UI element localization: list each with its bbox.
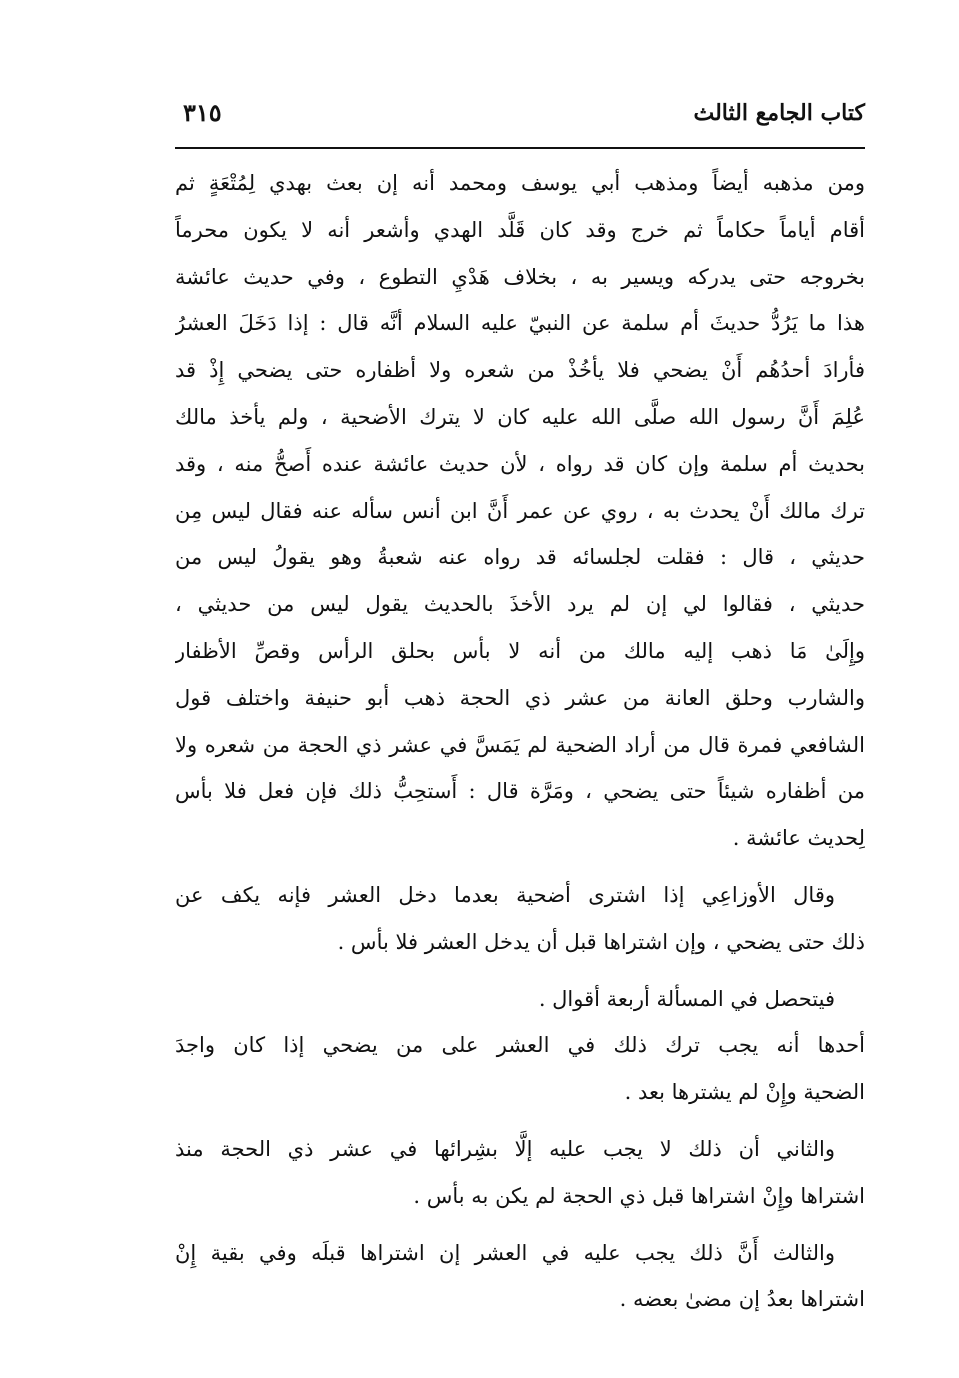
text-line: اشتراها وإِنْ اشتراها قبل ذي الحجة لم يكن به بأس . bbox=[413, 1183, 865, 1208]
text-line: بحديث أم سلمة وإن كان قد رواه ، لأن حديث عائشة عنده أَصحُّ منه ، وقد bbox=[175, 451, 865, 476]
running-header bbox=[175, 96, 865, 140]
text-line: لِحديث عائشة . bbox=[732, 826, 865, 851]
text-line: الشافعي فمرة قال من أراد الضحية لم يَمَسَّ في عشر ذي الحجة من شعره ولا bbox=[175, 732, 865, 757]
text-line: والشارب وحلق العانة من عشر ذي الحجة ذهب أبو حنيفة واختلف قول bbox=[175, 685, 865, 710]
text-line: ومن مذهبه أيضاً ومذهب أبي يوسف ومحمد أنه إن بعث بهدي لِمُتْعَةٍ ثم bbox=[175, 171, 865, 195]
text-line: ذلك حتى يضحي ، وإن اشتراها قبل أن يدخل العشر فلا بأس . bbox=[337, 929, 865, 954]
text-line: والثاني أن ذلك لا يجب عليه إلَّا بشِرائها في عشر ذي الحجة منذ bbox=[175, 1136, 835, 1161]
text-line: والثالث أَنَّ ذلك يجب عليه في العشر إن اشتراها قبلَه وفي بقية إِنْ bbox=[175, 1240, 835, 1265]
paragraph-gap bbox=[175, 966, 865, 976]
text-line: وإِلَىٰ مَا ذهب إليه مالك من أنه لا بأس بحلق الرأس وقصِّ الأظفار bbox=[175, 638, 865, 663]
text-line: فيتحصل في المسألة أربعة أقوال . bbox=[538, 986, 835, 1011]
body-text bbox=[175, 160, 865, 1323]
text-line: هذا ما يَرُدُّ حديثَ أم سلمة عن النبيّ عليه السلام أنَّه قال : إذا دَخَلَ العشرُ bbox=[175, 311, 865, 336]
running-title: كتاب الجامع الثالث bbox=[693, 100, 865, 126]
text-line: بخروجه حتى يدركه ويسير به ، بخلاف هَدْيِ التطوع ، وفي حديث عائشة bbox=[175, 264, 865, 289]
page-number: ٣١٥ bbox=[183, 98, 222, 127]
paragraph-gap bbox=[175, 1220, 865, 1230]
text-line: الضحية وإِنْ لم يشترها بعد . bbox=[624, 1080, 865, 1105]
text-line: اشتراها بعدُ إن مضىٰ بعضه . bbox=[619, 1287, 865, 1312]
text-line: حديثي ، فقالوا لي إن لم يرد الأخذَ بالحديث يقول ليس من حديثي ، bbox=[175, 592, 865, 617]
text-line: حديثي ، قال : فقلت لجلسائه قد رواه عنه شعبةُ وهو يقولُ ليس من bbox=[175, 545, 865, 570]
paragraph-gap bbox=[175, 1116, 865, 1126]
text-line: عُلِمَ أَنَّ رسول الله صلَّى الله عليه كان لا يترك الأضحية ، ولم يأخذ مالك bbox=[175, 404, 865, 429]
header-rule bbox=[175, 147, 865, 149]
text-line: فأرادَ أحدُهُم أَنْ يضحي فلا يأخُذْ من شعره ولا أظفاره حتى يضحي إِذْ قد bbox=[175, 358, 865, 383]
text-line: ترك مالك أَنْ يحدث به ، روي عن عمر أَنَّ ابن أنس سأله عنه فقال ليس مِن bbox=[175, 498, 865, 523]
paragraph-gap bbox=[175, 862, 865, 872]
text-line: من أظفاره شيئاً حتى يضحي ، ومَرَّة قال : أَستحِبُّ ذلك فإن فعل فلا بأس bbox=[175, 779, 865, 804]
text-line: أحدها أنه يجب ترك ذلك في العشر على من يضحي إذا كان واجدَ bbox=[175, 1033, 865, 1058]
text-line: وقال الأوزاعِي إذا اشترى أضحية بعدما دخل العشر فإنه يكف عن bbox=[175, 882, 835, 907]
text-line: أقام أياماً حكاماً ثم خرج وقد كان قَلَّد الهدي وأشعر أنه لا يكون محرماً bbox=[175, 217, 865, 242]
